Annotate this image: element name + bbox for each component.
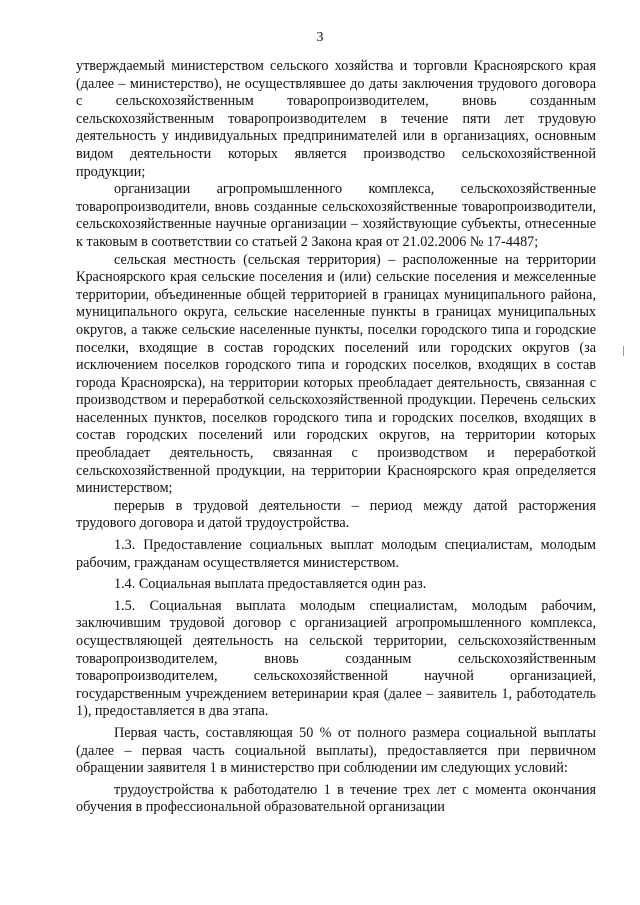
paragraph-clause-1-5: 1.5. Социальная выплата молодым специалистам, молодым рабочим, заключившим трудовой договор с организацией агропромышленного комплекса, осуществляющей деятельность на сельской территории, сельскохозяйственным товаропроизводителем, вновь созданным сельскохозяйственным товаропроизводителем, сельскохозяйственной научной организацией, государственным учреждением ветеринарии края (далее – заявитель 1, работодатель 1), предоставляется в два этапа. (76, 597, 596, 720)
paragraph-young-specialist-definition-end: утверждаемый министерством сельского хозяйства и торговли Красноярского края (далее – министерство), не осуществлявшее до даты заключения трудового договора с сельскохозяйственным товаропроизводителем, вновь созданным сельскохозяйственным товаропроизводителем в течение пяти лет трудовую деятельность у индивидуальных предпринимателей или в организациях, основным видом деятельности которых является производство сельскохозяйственной продукции; (76, 58, 596, 180)
paragraph-employment-condition: трудоустройства к работодателю 1 в течение трех лет с момента окончания обучения в профессиональной образовательной организации (76, 781, 596, 816)
page-number: 3 (316, 30, 324, 45)
paragraph-employers-definition: организации агропромышленного комплекса, сельскохозяйственные товаропроизводители, вновь созданные сельскохозяйственные товаропроизводители, сельскохозяйственные научные организации – хозяйствующие субъекты, отнесенные к таковым в соответствии со статьей 2 Закона края от 21.02.2006 № 17-4487; (76, 181, 596, 250)
margin-mark (623, 346, 624, 356)
paragraph-clause-1-3: 1.3. Предоставление социальных выплат молодым специалистам, молодым рабочим, гражданам осуществляется министерством. (76, 537, 596, 571)
document-body (76, 58, 596, 817)
paragraph-first-part-payment: Первая часть, составляющая 50 % от полного размера социальной выплаты (далее – первая часть социальной выплаты), предоставляется при первичном обращении заявителя 1 в министерство при соблюдении им следующих условий: (76, 724, 596, 777)
paragraph-clause-1-4: 1.4. Социальная выплата предоставляется один раз. (114, 576, 427, 593)
paragraph-work-break-definition: перерыв в трудовой деятельности – период между датой расторжения трудового договора и датой трудоустройства. (76, 497, 596, 532)
paragraph-rural-area-definition: сельская местность (сельская территория) – расположенные на территории Красноярского края сельские поселения и (или) сельские поселения и межселенные территории, объединенные общей территорией в границах муниципального района, муниципального округа, сельские населенные пункты в границах муниципальных округов, а также сельские населенные пункты, поселки городского типа и городские поселки, входящие в состав городских поселений или городских округов (за исключением поселков городского типа и городских поселков, входящих в состав города Красноярска), на территории которых преобладает деятельность, связанная с производством и переработкой сельскохозяйственной продукции. Перечень сельских населенных пунктов, поселков городского типа и городских поселков, входящих в состав городских поселений или городских округов, на территории которых преобладает деятельность, связанная с производством и переработкой сельскохозяйственной продукции, на территории Красноярского края определяется министерством; (76, 251, 596, 497)
